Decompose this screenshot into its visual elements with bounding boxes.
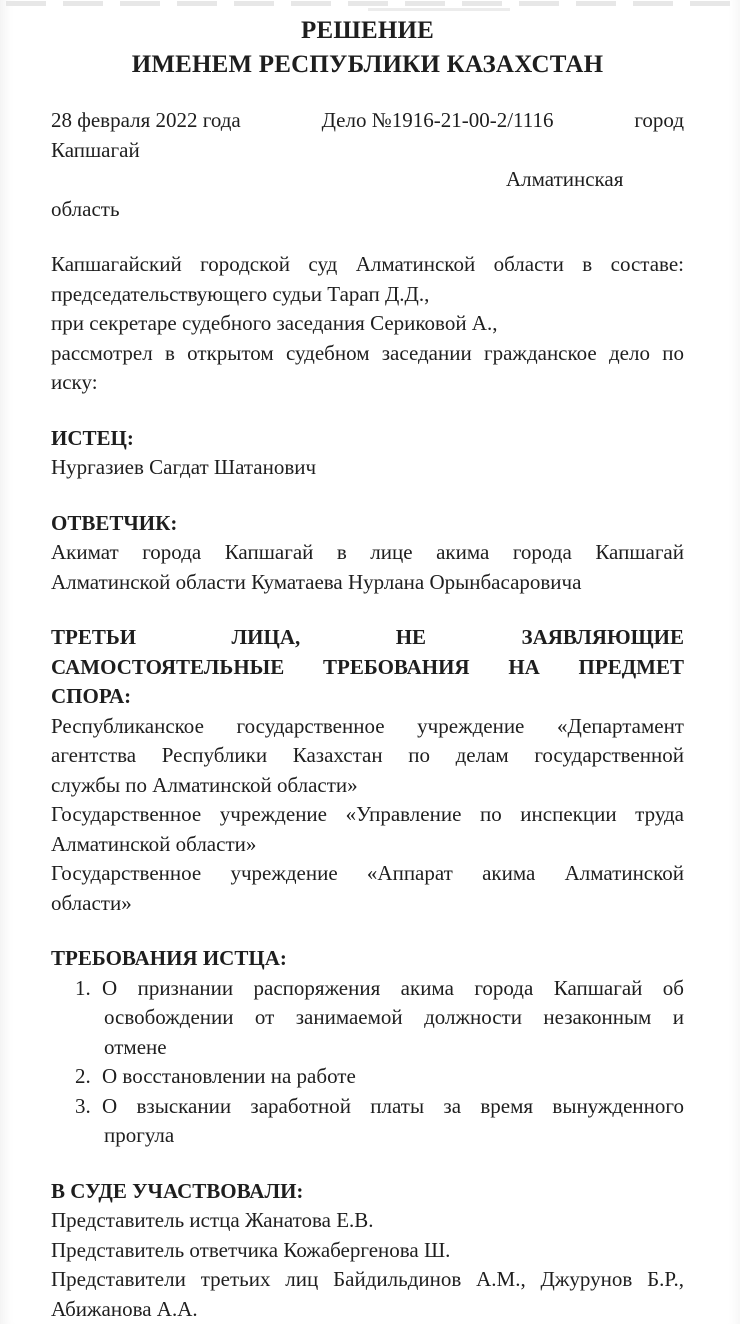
claim-line: О признании распоряжения акима города Капшагай об <box>102 975 684 1000</box>
claim-line: О восстановлении на работе <box>102 1064 356 1088</box>
intro-line: иску: <box>51 370 98 394</box>
claim-item-1 <box>51 974 684 1004</box>
spacer <box>51 398 684 424</box>
claim-line: прогула <box>104 1123 175 1147</box>
participant-line: Представитель истца Жанатова Е.В. <box>51 1208 374 1232</box>
spacer <box>51 1151 684 1177</box>
defendant-section <box>51 509 684 598</box>
plaintiff-section <box>51 424 684 483</box>
claim-number: 3. <box>75 1093 91 1118</box>
case-header-line <box>51 106 684 136</box>
scan-artifact-smudge <box>368 8 510 11</box>
defendant-heading: ОТВЕТЧИК: <box>51 510 178 535</box>
claim-line: освобождении от занимаемой должности незаконным и <box>104 1005 684 1029</box>
claim-item-3 <box>51 1092 684 1122</box>
participants-heading: В СУДЕ УЧАСТВОВАЛИ: <box>51 1178 304 1203</box>
defendant-line: Акимат города Капшагай в лице акима города Капшагай <box>51 540 684 564</box>
city-word: город <box>634 108 684 132</box>
plaintiff-name: Нургазиев Сагдат Шатанович <box>51 455 317 479</box>
participant-line: Представитель ответчика Кожабергенова Ш. <box>51 1237 451 1262</box>
city-wrap-line: Капшагай <box>51 137 140 162</box>
claim-number: 1. <box>75 975 91 1000</box>
document-title-line-1: РЕШЕНИЕ <box>300 17 435 44</box>
plaintiff-heading: ИСТЕЦ: <box>51 425 134 450</box>
intro-line: рассмотрел в открытом судебном заседании гражданское дело по <box>51 340 684 365</box>
third-parties-section <box>51 623 684 918</box>
participant-line: Абижанова А.А. <box>51 1296 198 1321</box>
region-line-1: Алматинская <box>506 167 624 191</box>
scan-artifact-top-dashes <box>6 1 737 6</box>
third-party-line: службы по Алматинской области» <box>51 772 358 797</box>
region-line-2: область <box>51 196 120 221</box>
spacer <box>51 483 684 509</box>
decision-date: 28 февраля 2022 года <box>51 108 241 132</box>
spacer <box>51 81 684 106</box>
claim-item-2 <box>51 1062 684 1092</box>
intro-line: Капшагайский городской суд Алматинской области в составе: <box>51 252 684 276</box>
claim-number: 2. <box>75 1064 91 1088</box>
third-party-line: Государственное учреждение «Управление по инспекции труда <box>51 802 684 826</box>
claims-heading: ТРЕБОВАНИЯ ИСТЦА: <box>51 946 287 970</box>
claim-line: отмене <box>104 1034 167 1059</box>
court-intro-paragraph <box>51 250 684 398</box>
participant-line: Представители третьих лиц Байдильдинов А.М., Джурунов Б.Р., <box>51 1267 684 1291</box>
participants-section <box>51 1177 684 1324</box>
intro-line: председательствующего судьи Тарап Д.Д., <box>51 281 430 306</box>
third-party-line: Республиканское государственное учреждение «Департамент <box>51 713 684 738</box>
third-parties-heading-line: САМОСТОЯТЕЛЬНЫЕ ТРЕБОВАНИЯ НА ПРЕДМЕТ <box>51 654 684 679</box>
defendant-line: Алматинской области Куматаева Нурлана Орынбасаровича <box>51 569 582 594</box>
case-number: Дело №1916-21-00-2/1116 <box>321 108 554 132</box>
third-party-line: Алматинской области» <box>51 831 257 856</box>
intro-line: при секретаре судебного заседания Сериковой А., <box>51 311 498 335</box>
document-title-line-2: ИМЕНЕМ РЕСПУБЛИКИ КАЗАХСТАН <box>131 50 604 78</box>
third-party-line: Государственное учреждение «Аппарат акима Алматинской <box>51 861 684 885</box>
third-party-line: области» <box>51 890 132 915</box>
spacer <box>51 918 684 944</box>
spacer <box>51 597 684 623</box>
spacer <box>51 224 684 250</box>
third-parties-heading-line: СПОРА: <box>51 684 132 708</box>
claims-section <box>51 944 684 1151</box>
third-parties-heading-line: ТРЕТЬИ ЛИЦА, НЕ ЗАЯВЛЯЮЩИЕ <box>51 625 684 649</box>
third-party-line: агентства Республики Казахстан по делам государственной <box>51 743 684 767</box>
claim-line: О взыскании заработной платы за время вынужденного <box>102 1093 684 1118</box>
